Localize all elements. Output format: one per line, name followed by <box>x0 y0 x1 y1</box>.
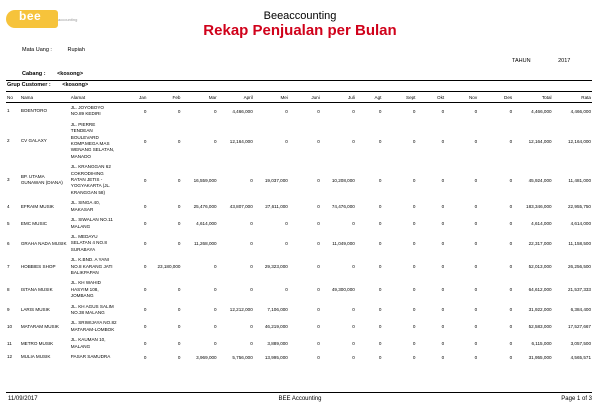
table-cell: METRO MUSIK <box>20 340 54 346</box>
table-cell: 0 <box>412 341 416 347</box>
table-cell: 11 <box>7 340 12 346</box>
table-row <box>6 302 592 319</box>
column-header: Rata <box>553 93 592 103</box>
table-cell: 0 <box>509 108 513 114</box>
column-header: Mar <box>181 93 217 103</box>
column-header: Alamat <box>70 93 119 103</box>
table-cell: 0 <box>474 287 478 293</box>
table-cell: 0 <box>214 341 217 347</box>
table-cell: 0 <box>378 287 382 293</box>
table-cell: 52,583,000 <box>528 324 552 330</box>
table-cell: 11,049,000 <box>332 241 355 247</box>
table-row <box>6 278 592 301</box>
table-cell: BOENTORO <box>20 108 48 114</box>
table-row <box>6 198 592 215</box>
table-cell: 10,208,000 <box>331 177 355 183</box>
column-header: No <box>6 93 20 103</box>
table-cell: HOBBIES SHOP <box>20 263 56 269</box>
table-cell: 4,614,000 <box>531 221 552 226</box>
column-header: Juni <box>289 93 321 103</box>
column-header: Nov <box>445 93 478 103</box>
table-cell: 0 <box>352 138 355 144</box>
table-cell: 4,614,000 <box>570 221 591 226</box>
table-cell: 0 <box>474 241 478 247</box>
table-cell: 10 <box>7 323 13 329</box>
table-cell: 0 <box>285 241 288 247</box>
table-cell: 0 <box>250 221 253 226</box>
table-cell: 0 <box>412 264 416 270</box>
table-cell: 3 <box>7 177 10 183</box>
year-value: 2017 <box>558 58 571 64</box>
table-cell: 16,559,000 <box>193 177 217 183</box>
table-cell: 0 <box>177 108 181 114</box>
table-cell: JL. SIWALAN NO.11 MALANG <box>70 217 113 229</box>
table-row <box>6 255 592 278</box>
table-cell: 0 <box>352 108 355 114</box>
table-cell: JL. KRANGGAN 62 COKRODIHING RATAN JETIS - YOGYAKARTA (JL. KRANGGAN 58) <box>70 164 111 195</box>
column-header: Sept <box>382 93 416 103</box>
table-cell: 9 <box>7 306 10 312</box>
table-cell: 0 <box>143 138 147 144</box>
table-cell: 0 <box>441 354 445 360</box>
table-cell: ISTANA MUSIK <box>20 286 53 292</box>
table-cell: 4,466,000 <box>232 108 253 114</box>
table-cell: 0 <box>474 341 478 347</box>
table-cell: 29,323,000 <box>264 264 288 270</box>
divider <box>6 91 592 92</box>
table-row <box>6 318 592 335</box>
table-cell: 6,384,400 <box>570 307 591 313</box>
table-cell: 0 <box>352 341 355 347</box>
table-row <box>6 215 592 232</box>
table-cell: 0 <box>317 221 320 226</box>
table-cell: 21,537,333 <box>568 287 591 293</box>
table-cell: 0 <box>214 108 217 114</box>
table-cell: 0 <box>143 264 147 270</box>
company-name: Beeaccounting <box>263 10 337 22</box>
table-cell: 0 <box>352 307 355 313</box>
table-cell: 12,164,000 <box>568 138 591 144</box>
table-cell: 0 <box>474 221 478 226</box>
year-info <box>512 58 570 64</box>
table-cell: 0 <box>412 241 416 247</box>
table-cell: JL. JOYOBOYO NO.89 KEDIRI <box>70 105 104 117</box>
branch-value: <kosong> <box>57 71 84 77</box>
column-header: Nama <box>20 93 70 103</box>
table-cell: 0 <box>441 241 445 247</box>
table-cell: 11,481,000 <box>568 177 591 183</box>
table-cell: 0 <box>177 241 181 247</box>
table-cell: 0 <box>177 287 181 293</box>
table-cell: JL. PIERRE TENDEAN BOULEVARD KOMP.MEGA MAS WENANG SELATAN, MANADO <box>70 121 115 159</box>
table-cell: 0 <box>509 354 513 360</box>
table-cell: 25,476,000 <box>193 204 217 210</box>
table-cell: 4,466,000 <box>570 108 591 114</box>
currency-label: Mata Uang : <box>22 47 52 53</box>
table-cell: 0 <box>412 307 416 313</box>
table-cell: 6 <box>7 240 10 246</box>
table-cell: 0 <box>317 264 320 270</box>
table-cell: 17,527,667 <box>568 324 591 330</box>
table-cell: 0 <box>441 138 445 144</box>
table-cell: 0 <box>509 264 513 270</box>
report-title: Rekap Penjualan per Bulan <box>203 22 397 39</box>
column-header: Okt <box>416 93 445 103</box>
table-cell: 0 <box>214 324 217 330</box>
table-cell: 5 <box>7 220 10 226</box>
table-cell: 0 <box>412 324 416 330</box>
table-cell: 4,565,571 <box>570 354 591 360</box>
table-cell: 0 <box>177 177 181 183</box>
table-cell: 0 <box>143 108 147 114</box>
table-cell: 0 <box>474 354 478 360</box>
table-cell: 0 <box>509 221 513 226</box>
table-cell: 0 <box>441 264 445 270</box>
logo-subtext: accounting <box>58 17 78 22</box>
table-cell: 45,924,000 <box>528 177 552 183</box>
customer-group-filter <box>7 82 88 88</box>
table-cell: 26,256,500 <box>568 264 591 270</box>
table-cell: 31,922,000 <box>528 307 552 313</box>
table-cell: 11,158,500 <box>568 241 591 247</box>
table-row <box>6 232 592 255</box>
table-cell: 0 <box>509 287 513 293</box>
table-cell: 0 <box>378 264 382 270</box>
table-cell: 0 <box>412 354 416 360</box>
table-cell: JL. MEDAYU SELATAN 4 NO.8 SURABAYA <box>70 233 107 252</box>
table-cell: 0 <box>143 287 147 293</box>
table-cell: BP. UTAMA GUNAWAN (DIANA) <box>20 174 63 186</box>
table-cell: 0 <box>214 287 217 293</box>
table-cell: 0 <box>378 177 382 183</box>
table-cell: 64,612,000 <box>528 287 552 293</box>
table-cell: 5,756,000 <box>232 354 253 360</box>
table-cell: 0 <box>143 177 147 183</box>
table-cell: JL. SINGA 40, MAKASAR <box>70 200 100 212</box>
table-cell: 11,268,000 <box>193 241 217 247</box>
table-cell: 0 <box>250 264 253 270</box>
branch-filter <box>22 71 83 77</box>
table-cell: 0 <box>317 287 320 293</box>
table-cell: 0 <box>143 324 147 330</box>
table-cell: 0 <box>250 287 253 293</box>
table-cell: 7,106,000 <box>267 307 288 313</box>
table-cell: 0 <box>378 221 382 226</box>
table-cell: 0 <box>250 241 253 247</box>
table-cell: 0 <box>177 221 181 226</box>
table-cell: 0 <box>177 307 181 313</box>
table-cell: JL. KH AGUS SALIM NO.38 MALANG <box>70 303 114 315</box>
table-cell: 12,164,000 <box>229 138 253 144</box>
table-cell: 8 <box>7 286 10 292</box>
table-cell: 52,013,000 <box>528 264 552 270</box>
table-cell: 0 <box>509 138 513 144</box>
column-header: Feb <box>147 93 181 103</box>
table-cell: 3,057,500 <box>570 341 591 347</box>
table-cell: 0 <box>143 341 147 347</box>
table-cell: 0 <box>509 177 513 183</box>
table-cell: 0 <box>352 264 355 270</box>
column-header: April <box>218 93 254 103</box>
table-cell: LARIS MUSIK <box>20 306 50 312</box>
table-cell: 0 <box>412 177 416 183</box>
table-cell: 0 <box>250 324 253 330</box>
table-cell: 12,212,000 <box>229 307 253 313</box>
table-cell: 0 <box>285 287 288 293</box>
table-cell: 7 <box>7 263 10 269</box>
table-cell: 0 <box>441 108 445 114</box>
table-cell: CV GALAXY <box>20 138 47 144</box>
table-cell: 0 <box>474 204 478 210</box>
table-row <box>6 103 592 120</box>
table-cell: PASAR SAMUDRA <box>70 354 111 359</box>
table-cell: 4 <box>7 203 10 209</box>
table-cell: JL. K.BND. A YANI NO.8 KARANG JATI BALIKPAPAN <box>70 257 113 275</box>
table-cell: 0 <box>317 241 320 247</box>
table-cell: 0 <box>317 177 320 183</box>
table-cell: JL. SRIWIJAYA NO.82 MATARAM-LOMBOK <box>70 320 117 332</box>
table-cell: 0 <box>474 264 478 270</box>
footer-page-number: Page 1 of 3 <box>561 396 592 402</box>
table-cell: 0 <box>352 324 355 330</box>
table-cell: 43,807,000 <box>229 204 253 210</box>
table-cell: 0 <box>441 177 445 183</box>
table-cell: 0 <box>177 341 181 347</box>
table-cell: 0 <box>177 324 181 330</box>
table-cell: 0 <box>285 108 288 114</box>
table-cell: 0 <box>441 204 445 210</box>
table-row <box>6 335 592 352</box>
table-cell: 12,164,000 <box>528 138 552 144</box>
customer-group-label: Grup Customer : <box>7 82 51 88</box>
table-cell: 0 <box>412 287 416 293</box>
table-cell: 0 <box>285 138 288 144</box>
table-cell: 0 <box>474 324 478 330</box>
sales-table <box>6 93 592 362</box>
table-cell: 0 <box>250 177 253 183</box>
table-cell: 0 <box>412 204 416 210</box>
table-cell: 0 <box>177 138 181 144</box>
table-cell: MATARAM MUSIK <box>20 323 59 329</box>
column-header: Juli <box>321 93 356 103</box>
table-cell: 0 <box>509 341 513 347</box>
table-cell: 0 <box>378 307 382 313</box>
column-header: Jan <box>119 93 148 103</box>
table-cell: 22,317,000 <box>528 241 552 247</box>
year-label: TAHUN <box>512 58 531 64</box>
table-cell: 0 <box>317 138 320 144</box>
table-cell: 0 <box>143 221 147 226</box>
table-row <box>6 162 592 198</box>
table-cell: 0 <box>317 204 320 210</box>
table-cell: MULIA MUSIK <box>20 354 51 360</box>
column-header: Agt <box>356 93 383 103</box>
table-cell: 0 <box>317 324 320 330</box>
divider <box>6 80 592 81</box>
table-cell: 0 <box>378 204 382 210</box>
table-cell: 12 <box>7 354 13 360</box>
table-cell: 0 <box>214 138 217 144</box>
table-cell: 0 <box>285 221 288 226</box>
table-cell: 0 <box>509 241 513 247</box>
table-header-row <box>6 93 592 103</box>
table-cell: 23,180,000 <box>157 264 181 270</box>
table-cell: EMC MUSIC <box>20 220 48 226</box>
table-cell: 0 <box>412 138 416 144</box>
table-cell: 0 <box>378 324 382 330</box>
table-cell: 27,611,000 <box>265 204 288 210</box>
footer-app-name: BEE Accounting <box>278 396 322 402</box>
table-cell: 3,889,000 <box>267 341 288 347</box>
table-cell: 0 <box>317 108 320 114</box>
table-cell: 0 <box>378 341 382 347</box>
table-cell: 0 <box>412 221 416 226</box>
table-cell: 0 <box>177 354 181 360</box>
table-cell: 13,995,000 <box>264 354 288 360</box>
footer-divider <box>6 392 592 393</box>
branch-label: Cabang : <box>22 71 46 77</box>
table-cell: 4,614,000 <box>196 221 217 226</box>
footer-date: 11/09/2017 <box>8 396 38 402</box>
table-cell: 74,476,000 <box>331 204 355 210</box>
table-cell: 0 <box>317 341 320 347</box>
table-cell: 0 <box>509 324 513 330</box>
table-cell: 0 <box>378 354 382 360</box>
customer-group-value: <kosong> <box>62 82 89 88</box>
table-cell: 1 <box>7 108 10 114</box>
table-row <box>6 352 592 362</box>
table-cell: 0 <box>378 241 382 247</box>
table-cell: 0 <box>509 204 513 210</box>
table-cell: 0 <box>441 221 445 226</box>
table-cell: 3,969,000 <box>196 354 217 360</box>
table-cell: 49,300,000 <box>331 287 355 293</box>
column-header: Des <box>478 93 513 103</box>
table-cell: 0 <box>441 287 445 293</box>
table-cell: 0 <box>378 138 382 144</box>
table-cell: 0 <box>412 108 416 114</box>
table-cell: 46,219,000 <box>264 324 288 330</box>
table-cell: 6,115,000 <box>531 341 552 347</box>
table-cell: 0 <box>317 354 320 360</box>
table-cell: 0 <box>143 354 147 360</box>
table-cell: 0 <box>441 307 445 313</box>
table-cell: 0 <box>214 264 217 270</box>
table-cell: 22,955,750 <box>568 204 591 210</box>
table-cell: 0 <box>352 354 355 360</box>
table-cell: JL. KAUMAN 10, MALANG <box>70 337 106 349</box>
table-cell: 0 <box>143 307 147 313</box>
currency-info <box>22 47 85 53</box>
table-cell: 0 <box>474 108 478 114</box>
table-cell: 19,037,000 <box>264 177 288 183</box>
table-cell: 0 <box>143 241 147 247</box>
table-cell: EFRAIM MUSIK <box>20 203 54 209</box>
table-cell: 0 <box>474 177 478 183</box>
table-cell: 2 <box>7 138 10 144</box>
table-cell: 0 <box>474 138 478 144</box>
table-cell: 0 <box>143 204 147 210</box>
table-cell: 0 <box>441 341 445 347</box>
table-cell: 0 <box>250 341 253 347</box>
table-cell: 0 <box>177 204 181 210</box>
table-row <box>6 120 592 162</box>
table-cell: 0 <box>378 108 382 114</box>
table-cell: 0 <box>441 324 445 330</box>
table-cell: JL. KH WAHID HASYIM 108, JOMBANG <box>70 280 101 299</box>
column-header: Total <box>513 93 552 103</box>
table-cell: 4,466,000 <box>531 108 552 114</box>
table-cell: 31,955,000 <box>528 354 552 360</box>
table-cell: GRAHA NADA MUSIK <box>20 240 67 246</box>
logo-text: bee <box>19 9 42 23</box>
table-cell: 0 <box>214 307 217 313</box>
table-cell: 0 <box>317 307 320 313</box>
table-cell: 0 <box>474 307 478 313</box>
table-cell: 183,346,000 <box>526 204 552 210</box>
column-header: Mei <box>254 93 289 103</box>
table-cell: 0 <box>352 221 355 226</box>
currency-value: Rupiah <box>67 47 85 53</box>
table-cell: 0 <box>509 307 513 313</box>
